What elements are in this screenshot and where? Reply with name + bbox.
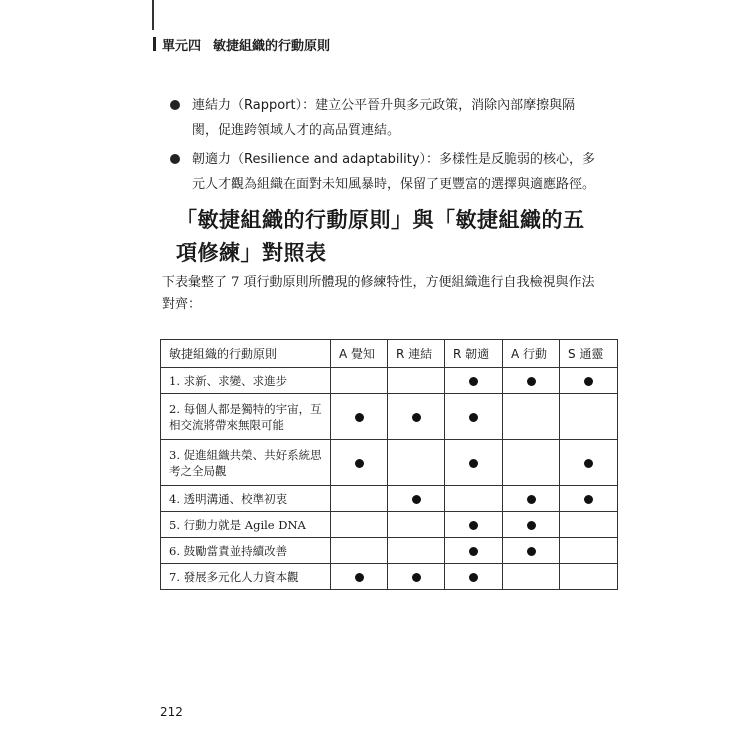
filled-dot-icon bbox=[584, 377, 593, 386]
filled-dot-icon bbox=[412, 413, 421, 422]
intro-paragraph: 下表彙整了 7 項行動原則所體現的修練特性，方便組織進行自我檢視與作法對齊： bbox=[162, 275, 595, 312]
mark-cell bbox=[445, 538, 503, 564]
table-row bbox=[161, 440, 618, 486]
mark-cell bbox=[503, 394, 560, 440]
filled-dot-icon bbox=[469, 521, 478, 530]
mark-cell bbox=[388, 512, 445, 538]
column-header: 敏捷組織的行動原則 bbox=[161, 340, 331, 368]
filled-dot-icon bbox=[469, 413, 478, 422]
column-header: A 行動 bbox=[503, 340, 560, 368]
mark-cell bbox=[503, 538, 560, 564]
mark-cell bbox=[445, 564, 503, 590]
column-header: R 韌適 bbox=[445, 340, 503, 368]
bullet-item-resilience bbox=[170, 147, 600, 197]
header-unit: 單元四 bbox=[162, 38, 202, 54]
running-header bbox=[153, 35, 330, 53]
header-bar bbox=[153, 37, 156, 51]
mark-cell bbox=[331, 440, 388, 486]
filled-dot-icon bbox=[527, 521, 536, 530]
table-row bbox=[161, 368, 618, 394]
mark-cell bbox=[503, 368, 560, 394]
table-row bbox=[161, 538, 618, 564]
filled-dot-icon bbox=[527, 495, 536, 504]
mark-cell bbox=[331, 538, 388, 564]
mark-cell bbox=[388, 368, 445, 394]
column-header: S 通靈 bbox=[560, 340, 618, 368]
row-label: 4. 透明溝通、校準初衷 bbox=[161, 486, 331, 512]
mark-cell bbox=[388, 486, 445, 512]
filled-dot-icon bbox=[355, 573, 364, 582]
mark-cell bbox=[388, 538, 445, 564]
table-header-row bbox=[161, 340, 618, 368]
mark-cell bbox=[331, 512, 388, 538]
mark-cell bbox=[388, 440, 445, 486]
filled-dot-icon bbox=[469, 547, 478, 556]
mark-cell bbox=[560, 394, 618, 440]
filled-dot-icon bbox=[469, 573, 478, 582]
mark-cell bbox=[388, 564, 445, 590]
bullet-list bbox=[170, 93, 600, 201]
filled-dot-icon bbox=[584, 495, 593, 504]
filled-dot-icon bbox=[527, 377, 536, 386]
margin-rule bbox=[152, 0, 154, 30]
row-label: 5. 行動力就是 Agile DNA bbox=[161, 512, 331, 538]
mark-cell bbox=[560, 486, 618, 512]
mark-cell bbox=[445, 394, 503, 440]
mark-cell bbox=[503, 512, 560, 538]
bullet-dot-icon bbox=[170, 100, 180, 110]
filled-dot-icon bbox=[469, 459, 478, 468]
table-row bbox=[161, 486, 618, 512]
section-heading: 「敏捷組織的行動原則」與「敏捷組織的五項修練」對照表 bbox=[176, 207, 585, 265]
mark-cell bbox=[331, 486, 388, 512]
mark-cell bbox=[560, 512, 618, 538]
table-row bbox=[161, 512, 618, 538]
column-header: A 覺知 bbox=[331, 340, 388, 368]
filled-dot-icon bbox=[355, 413, 364, 422]
row-label: 1. 求新、求變、求進步 bbox=[161, 368, 331, 394]
mark-cell bbox=[560, 538, 618, 564]
row-label: 6. 鼓勵當責並持續改善 bbox=[161, 538, 331, 564]
table-row bbox=[161, 394, 618, 440]
comparison-table bbox=[160, 339, 618, 590]
mark-cell bbox=[560, 368, 618, 394]
mark-cell bbox=[560, 564, 618, 590]
bullet-item-rapport bbox=[170, 93, 600, 143]
filled-dot-icon bbox=[412, 573, 421, 582]
filled-dot-icon bbox=[355, 459, 364, 468]
mark-cell bbox=[445, 486, 503, 512]
filled-dot-icon bbox=[584, 459, 593, 468]
row-label: 7. 發展多元化人力資本觀 bbox=[161, 564, 331, 590]
row-label: 3. 促進組織共榮、共好系統思考之全局觀 bbox=[161, 440, 331, 486]
header-title: 敏捷組織的行動原則 bbox=[213, 38, 331, 54]
mark-cell bbox=[445, 368, 503, 394]
mark-cell bbox=[388, 394, 445, 440]
row-label: 2. 每個人都是獨特的宇宙，互相交流將帶來無限可能 bbox=[161, 394, 331, 440]
mark-cell bbox=[445, 512, 503, 538]
mark-cell bbox=[331, 564, 388, 590]
mark-cell bbox=[503, 440, 560, 486]
column-header: R 連結 bbox=[388, 340, 445, 368]
bullet-dot-icon bbox=[170, 154, 180, 164]
bullet-text: ：多樣性是反脆弱的核心，多元人才觀為組織在面對未知風暴時，保留了更豐富的選擇與適應路徑。 bbox=[192, 152, 596, 192]
filled-dot-icon bbox=[469, 377, 478, 386]
mark-cell bbox=[445, 440, 503, 486]
mark-cell bbox=[503, 486, 560, 512]
table-row bbox=[161, 564, 618, 590]
mark-cell bbox=[331, 394, 388, 440]
page-number: 212 bbox=[160, 705, 183, 719]
filled-dot-icon bbox=[527, 547, 536, 556]
mark-cell bbox=[331, 368, 388, 394]
bullet-term: 連結力（Rapport） bbox=[192, 98, 303, 113]
bullet-text: ：建立公平晉升與多元政策，消除內部摩擦與隔閡，促進跨領域人才的高品質連結。 bbox=[192, 98, 576, 138]
mark-cell bbox=[560, 440, 618, 486]
filled-dot-icon bbox=[412, 495, 421, 504]
bullet-term: 韌適力（Resilience and adaptability） bbox=[192, 152, 427, 167]
mark-cell bbox=[503, 564, 560, 590]
